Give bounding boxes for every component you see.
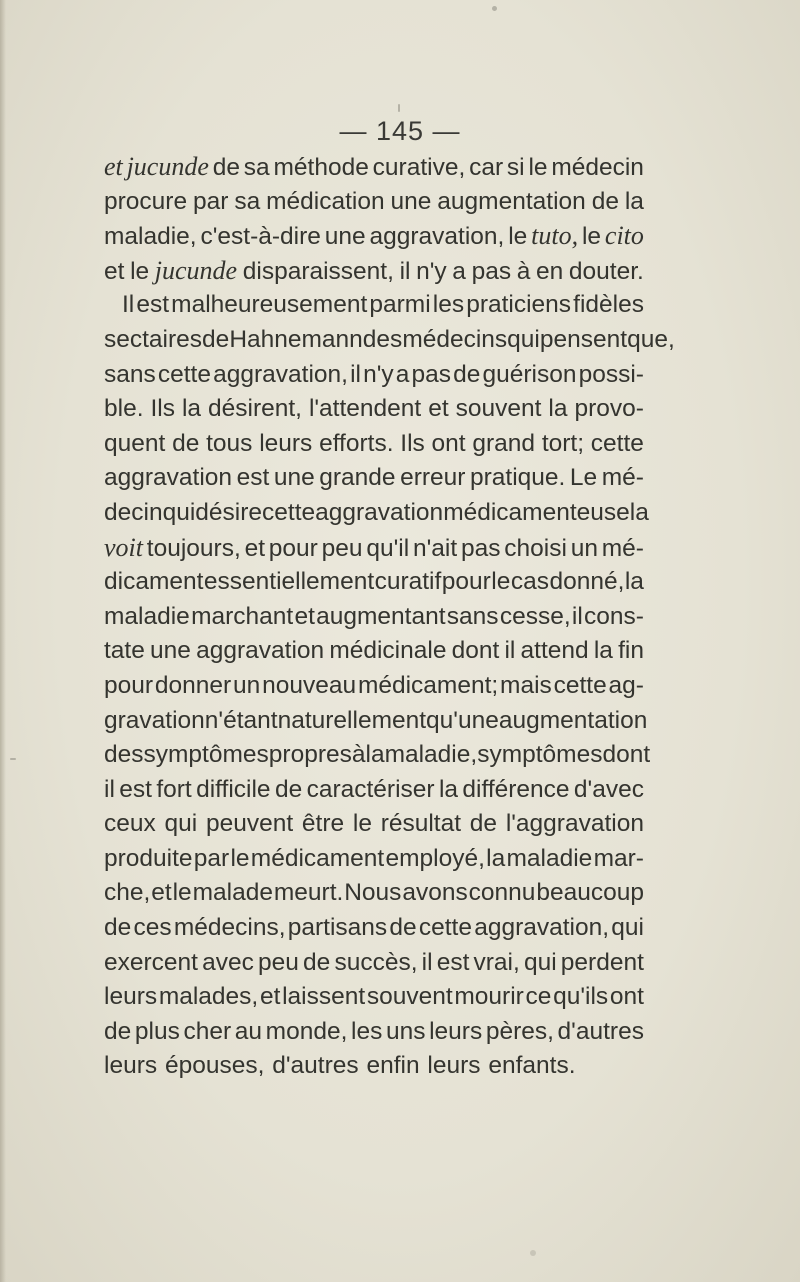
word: au (234, 1017, 263, 1045)
word: cette (262, 498, 316, 526)
text-line (104, 876, 644, 911)
text-line (104, 565, 644, 600)
word: et (428, 395, 449, 423)
word: médicinale (329, 637, 447, 665)
word: choisi (504, 534, 567, 562)
word: cas (510, 568, 549, 596)
word: Ils (400, 429, 425, 457)
word: mourir (454, 983, 524, 1011)
word: maladie, (104, 223, 197, 251)
word: de (172, 429, 200, 457)
word: d'autres (557, 1017, 644, 1045)
word: essentiellement (203, 568, 375, 596)
word: gravation (104, 706, 205, 734)
word: il (104, 775, 115, 803)
word: propres (268, 741, 352, 769)
word: de (104, 1017, 132, 1045)
paper-speck (492, 6, 497, 11)
word: leurs (429, 1017, 483, 1045)
body-text (104, 150, 675, 1084)
word: che, (104, 879, 151, 907)
text-line (104, 1049, 644, 1084)
text-line (104, 531, 644, 566)
word: aggravation, (369, 223, 505, 251)
word: plus (134, 1017, 180, 1045)
word: curative, (372, 154, 466, 181)
word: les (351, 1017, 383, 1045)
word: aggravation (196, 637, 325, 665)
word: sectaires (104, 325, 203, 353)
text-line (104, 358, 644, 393)
word: des (362, 325, 403, 353)
word: uns (385, 1017, 426, 1045)
word: curatif (374, 568, 442, 596)
paper-speck (10, 758, 16, 760)
word: médecins, (173, 914, 286, 942)
word: et (294, 602, 315, 630)
word: à (351, 741, 366, 769)
word: pas (471, 257, 512, 285)
text-line (104, 634, 644, 669)
word: marchant (191, 602, 294, 630)
word: symptômes (477, 741, 603, 769)
word: a (452, 257, 466, 285)
word: praticiens (466, 291, 572, 319)
word: decin (104, 498, 163, 526)
italic-word: voit (104, 532, 143, 562)
word: ont (609, 983, 644, 1011)
word: vrai, (473, 948, 520, 976)
text-line (104, 150, 644, 185)
word: que, (627, 325, 675, 353)
word: erreur (400, 464, 466, 492)
word: peu (321, 534, 363, 562)
word: mar- (593, 844, 644, 872)
word: ble. (104, 395, 144, 423)
text-line (104, 323, 675, 358)
word: le (130, 257, 150, 285)
word: en (536, 257, 564, 285)
word: nouveau (262, 671, 357, 699)
text-line (104, 427, 644, 462)
text-line (104, 288, 644, 323)
page-edge-shadow (0, 0, 6, 1282)
word: ont (431, 429, 466, 457)
word: résultat (380, 810, 462, 838)
word: laissent (282, 983, 366, 1011)
word: maladie (506, 844, 593, 872)
word: augmentation (498, 706, 648, 734)
word: et (244, 534, 265, 562)
word: si (506, 154, 525, 181)
word: il (350, 360, 361, 388)
word: de (389, 914, 417, 942)
word: cesse, (499, 602, 571, 630)
word: une (150, 637, 191, 665)
word: grande (319, 464, 396, 492)
word: pensent (539, 325, 628, 353)
word: grand (472, 429, 536, 457)
word: possi- (578, 360, 644, 388)
word: avec (202, 948, 254, 976)
word: de (104, 914, 132, 942)
word: de (274, 775, 303, 803)
word: il (504, 637, 516, 665)
word: une (324, 223, 366, 251)
italic-word: jucunde (126, 152, 209, 181)
text-line (104, 392, 644, 427)
word: la (548, 395, 568, 423)
text-line (104, 738, 651, 773)
text-line (104, 704, 648, 739)
word: avons (402, 879, 468, 907)
word: est (136, 291, 170, 319)
word: différence (462, 775, 570, 803)
word: Il (122, 291, 135, 319)
word: pas (411, 360, 452, 388)
word: le (352, 810, 372, 838)
word: peuvent (205, 810, 294, 838)
word: la (181, 395, 202, 423)
word: épouses, (164, 1052, 265, 1080)
word: pour (441, 568, 491, 596)
word: parmi (369, 291, 431, 319)
word: douter. (568, 257, 644, 285)
word: a (395, 360, 410, 388)
word: cette (553, 671, 607, 699)
word: pour (104, 671, 154, 699)
word: une (273, 464, 315, 492)
word: malades, (158, 983, 259, 1011)
word: sans (104, 360, 156, 388)
word: augmentant (316, 602, 446, 630)
word: provo- (574, 395, 644, 423)
word: il (571, 602, 583, 630)
word: le (172, 879, 192, 907)
word: médecins (402, 325, 508, 353)
word: d'autres (272, 1052, 359, 1080)
word: médicament; (357, 671, 499, 699)
word: malheureusement (171, 291, 368, 319)
word: attend (520, 637, 589, 665)
word: fort (156, 775, 192, 803)
word: guérison (482, 360, 577, 388)
word: n'y (363, 360, 394, 388)
word: dicament (104, 568, 204, 596)
word: n'y (416, 257, 447, 285)
word: mé- (601, 534, 644, 562)
word: Hahnemann (229, 325, 363, 353)
word: ceux (104, 810, 156, 838)
word: le (528, 154, 548, 181)
word: aggravation, (474, 914, 610, 942)
word: peu (258, 948, 299, 976)
paper-speck (530, 1250, 536, 1256)
word: être (301, 810, 345, 838)
word: ag- (608, 671, 644, 699)
word: la (593, 637, 613, 665)
word: aggravation, (213, 360, 348, 388)
text-line (104, 946, 644, 981)
word: de (469, 810, 498, 838)
word: aggravation (104, 464, 233, 492)
word: qu'ils (553, 983, 609, 1011)
word: beaucoup (536, 879, 644, 907)
word: n'étant (204, 706, 278, 734)
word: quent (104, 429, 166, 457)
word: cette (590, 429, 644, 457)
word: de (453, 360, 481, 388)
word: sa (234, 187, 261, 215)
word: par (192, 187, 229, 215)
word: qui (164, 810, 198, 838)
word: il (399, 257, 411, 285)
word: de (591, 187, 619, 215)
text-line (104, 600, 644, 635)
word: est (236, 464, 270, 492)
word: la (365, 741, 385, 769)
word: naturellement (277, 706, 427, 734)
word: maladie, (384, 741, 478, 769)
word: toujours, (146, 534, 241, 562)
word: procure (104, 187, 188, 215)
text-line (104, 185, 644, 220)
word: fin (618, 637, 644, 665)
word: succès, (334, 948, 418, 976)
word: enfin (366, 1052, 420, 1080)
word: et (259, 983, 281, 1011)
word: qu'une (426, 706, 499, 734)
word: perdent (560, 948, 644, 976)
word: qui (611, 914, 644, 942)
word: à (516, 257, 531, 285)
text-line (104, 773, 644, 808)
text-line (104, 669, 644, 704)
text-line (104, 254, 644, 289)
text-line (104, 496, 649, 531)
word: connu (468, 879, 536, 907)
text-line (104, 911, 644, 946)
italic-word: jucunde (154, 255, 238, 285)
word: monde, (265, 1017, 348, 1045)
word: disparaissent, (242, 257, 394, 285)
text-line (104, 807, 644, 842)
text-line (104, 461, 644, 496)
word: malade (192, 879, 273, 907)
word: exercent (104, 948, 198, 976)
word: tate (104, 637, 145, 665)
word: aggravation (315, 498, 444, 526)
word: cher (183, 1017, 232, 1045)
word: il (421, 948, 433, 976)
word: les (432, 291, 465, 319)
word: n'ait (412, 534, 458, 562)
word: meurt. (273, 879, 344, 907)
word: qui (507, 325, 540, 353)
word: la (486, 844, 506, 872)
page-number: — 145 — (339, 116, 461, 146)
word: car (469, 154, 504, 181)
word: le (230, 844, 250, 872)
word: c'est-à-dire (200, 223, 321, 251)
word: leurs (259, 429, 313, 457)
text-line (104, 842, 644, 877)
word: de (212, 154, 240, 181)
word: donné, (549, 568, 625, 596)
word: tort; (541, 429, 585, 457)
word: médication (266, 187, 385, 215)
word: le (508, 223, 528, 251)
word: la (438, 775, 459, 803)
word: difficile (196, 775, 271, 803)
word: des (104, 741, 144, 769)
word: médicamenteuse (443, 498, 630, 526)
word: ces (133, 914, 172, 942)
word: qui (523, 948, 557, 976)
word: mais (500, 671, 552, 699)
word: d'avec (573, 775, 644, 803)
word: dont (602, 741, 651, 769)
italic-word: tuto, (531, 221, 579, 251)
word: augmentation (437, 187, 586, 215)
word: Le (569, 464, 598, 492)
word: qui (162, 498, 196, 526)
word: de (202, 325, 230, 353)
word: pères, (485, 1017, 554, 1045)
word: la (624, 568, 644, 596)
word: médicament (250, 844, 385, 872)
word: la (629, 498, 649, 526)
italic-word: et (104, 152, 123, 181)
word: est (119, 775, 152, 803)
word: tous (206, 429, 253, 457)
word: sans (446, 602, 499, 630)
word: leurs (427, 1052, 481, 1080)
paper-speck (398, 104, 400, 112)
word: dont (451, 637, 500, 665)
word: enfants. (488, 1052, 576, 1080)
word: est (436, 948, 470, 976)
word: l'attendent (308, 395, 422, 423)
word: un (570, 534, 598, 562)
word: fidèles (573, 291, 644, 319)
word: qu'il (366, 534, 410, 562)
word: souvent (455, 395, 542, 423)
text-line (104, 1015, 644, 1050)
word: désire (195, 498, 263, 526)
word: cette (157, 360, 211, 388)
word: leurs (104, 1052, 158, 1080)
word: et (104, 257, 125, 285)
word: et (151, 879, 172, 907)
word: l'aggravation (505, 810, 644, 838)
word: employé, (385, 844, 485, 872)
word: mé- (601, 464, 644, 492)
word: Ils (150, 395, 175, 423)
word: partisans (287, 914, 388, 942)
word: souvent (366, 983, 453, 1011)
word: désirent, (208, 395, 302, 423)
word: caractériser (306, 775, 435, 803)
word: la (624, 187, 644, 215)
word: pratique. (470, 464, 566, 492)
word: leurs (104, 983, 158, 1011)
word: une (390, 187, 432, 215)
word: maladie (104, 602, 190, 630)
italic-word: cito (604, 221, 644, 251)
word: de (303, 948, 331, 976)
word: Nous (344, 879, 402, 907)
word: par (193, 844, 230, 872)
word: le (581, 223, 602, 251)
word: efforts. (319, 429, 394, 457)
word: symptômes (143, 741, 269, 769)
word: méthode (273, 154, 369, 181)
word: cette (418, 914, 472, 942)
word: cons- (584, 602, 644, 630)
word: produite (104, 844, 193, 872)
word: donner (154, 671, 232, 699)
text-line (104, 980, 644, 1015)
word: le (491, 568, 511, 596)
word: pour (268, 534, 318, 562)
word: pas (460, 534, 501, 562)
word: un (233, 671, 261, 699)
text-line (104, 219, 644, 254)
word: médecin (551, 154, 644, 181)
word: sa (243, 154, 270, 181)
word: ce (525, 983, 552, 1011)
